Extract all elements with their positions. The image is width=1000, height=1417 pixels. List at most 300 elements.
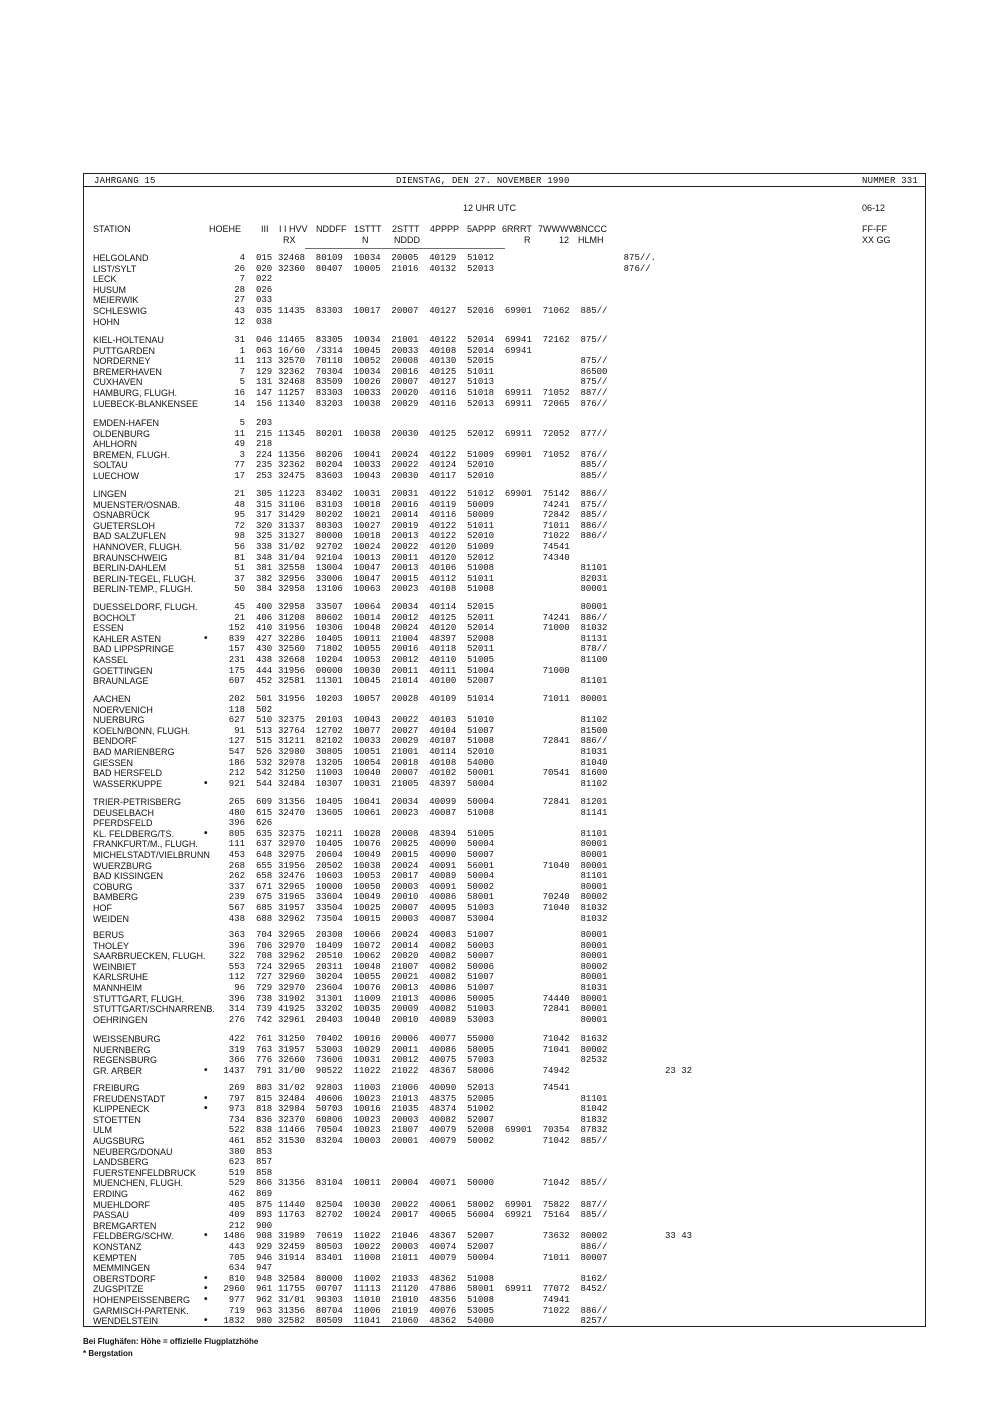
station-elevation: 4 <box>239 253 245 263</box>
synop-groups: 31356 83104 10011 20004 40071 50000 71042 885// <box>278 1178 608 1188</box>
station-elevation: 810 <box>228 1274 245 1284</box>
synop-groups: 32375 10211 10028 20008 48394 51005 81101 <box>278 829 608 839</box>
station-name: KOELN/BONN, FLUGH. <box>93 726 191 736</box>
synop-groups: 31106 83103 10018 20016 40119 50009 74241 875// <box>278 500 608 510</box>
station-id: 253 <box>256 471 273 481</box>
synop-groups: 32962 73504 10015 20003 40087 53004 81032 <box>278 914 608 924</box>
station-elevation: 522 <box>228 1125 245 1135</box>
station-id: 501 <box>256 694 273 704</box>
station-id: 875 <box>256 1200 273 1210</box>
synop-groups: 31/00 90522 11022 21022 48367 58006 74942 <box>278 1066 570 1076</box>
station-name: LINGEN <box>93 489 127 499</box>
station-elevation: 56 <box>234 542 245 552</box>
station-name: MUEHLDORF <box>93 1200 151 1210</box>
station-id: 658 <box>256 871 273 881</box>
station-elevation: 17 <box>234 471 245 481</box>
station-elevation: 21 <box>234 489 245 499</box>
station-name: HELGOLAND <box>93 253 149 263</box>
synop-groups: 11257 83303 10033 20020 40116 51018 69911 71052 887// <box>278 388 608 398</box>
synop-groups: 32468 80109 10034 20005 40129 51012 875//. <box>278 253 657 263</box>
synop-groups: 31250 70402 10016 20006 40077 55000 71042 81632 <box>278 1034 608 1044</box>
station-elevation: 21 <box>234 613 245 623</box>
station-name: MUENCHEN, FLUGH. <box>93 1178 184 1188</box>
station-name: WUERZBURG <box>93 861 152 871</box>
synop-groups: 31956 20502 10038 20024 40091 56001 71040 80001 <box>278 861 608 871</box>
station-name: FELDBERG/SCHW. <box>93 1231 174 1241</box>
station-name: KEMPTEN <box>93 1253 137 1263</box>
col-6rrrt-sub: R <box>524 235 531 245</box>
station-elevation: 480 <box>228 808 245 818</box>
station-elevation: 96 <box>234 983 245 993</box>
station-id: 033 <box>256 295 273 305</box>
station-id: 962 <box>256 1295 273 1305</box>
station-id: 857 <box>256 1157 273 1167</box>
station-id: 675 <box>256 892 273 902</box>
col-4pppp: 4PPPP <box>430 224 460 234</box>
station-id: 348 <box>256 553 273 563</box>
station-name: BREMERHAVEN <box>93 367 162 377</box>
footnote-airport: Bei Flughäfen: Höhe = offizielle Flugplatzhöhe <box>83 1337 259 1346</box>
station-name: BREMGARTEN <box>93 1221 157 1231</box>
station-elevation: 921 <box>228 779 245 789</box>
station-id: 708 <box>256 951 273 961</box>
station-id: 963 <box>256 1306 273 1316</box>
station-name: BERLIN-DAHLEM <box>93 563 167 573</box>
station-name: BAD LIPPSPRINGE <box>93 644 175 654</box>
station-elevation: 443 <box>228 1242 245 1252</box>
mountain-station-marker: • <box>204 1315 208 1326</box>
station-elevation: 72 <box>234 521 245 531</box>
synop-groups: 11755 00707 11113 21120 47886 58001 69911 77072 8452/ <box>278 1284 608 1294</box>
synop-groups: 11356 80206 10041 20024 40122 51009 69901 71052 876// <box>278 450 608 460</box>
station-name: BAD KISSINGEN <box>93 871 164 881</box>
synop-groups: 31327 80000 10018 20013 40122 52010 71022 886// <box>278 531 608 541</box>
synop-groups: 31/04 92104 10013 20011 40120 52012 74340 <box>278 553 570 563</box>
station-name: CUXHAVEN <box>93 377 143 387</box>
station-name: COBURG <box>93 882 133 892</box>
station-id: 836 <box>256 1115 273 1125</box>
station-name: OSNABRÜCK <box>93 510 151 520</box>
station-id: 430 <box>256 644 273 654</box>
station-name: ERDING <box>93 1189 129 1199</box>
station-elevation: 1832 <box>223 1316 245 1326</box>
station-name: STOETTEN <box>93 1115 141 1125</box>
station-id: 869 <box>256 1189 273 1199</box>
station-elevation: 977 <box>228 1295 245 1305</box>
synop-groups: 31356 80704 11006 21019 40076 53005 71022 886// <box>278 1306 608 1316</box>
station-elevation: 363 <box>228 930 245 940</box>
synop-groups: 32668 10204 10053 20012 40110 51005 81100 <box>278 655 608 665</box>
station-id: 706 <box>256 941 273 951</box>
station-elevation: 118 <box>228 705 245 715</box>
station-name: BRAUNLAGE <box>93 676 149 686</box>
station-name: NUERNBERG <box>93 1045 151 1055</box>
station-id: 929 <box>256 1242 273 1252</box>
synop-groups: 32560 71802 10055 20016 40118 52011 878// <box>278 644 608 654</box>
col-ffff: FF-FF <box>862 224 887 234</box>
synop-groups: 32965 20308 10066 20024 40083 51007 80001 <box>278 930 608 940</box>
station-elevation: 409 <box>228 1210 245 1220</box>
station-name: DEUSELBACH <box>93 808 155 818</box>
synop-groups: 11223 83402 10031 20031 40122 51012 69901 75142 886// <box>278 489 608 499</box>
mountain-station-marker: • <box>204 1294 208 1305</box>
synop-groups: 31/02 92702 10024 20022 40120 51009 74541 <box>278 542 570 552</box>
station-name: LANDSBERG <box>93 1157 149 1167</box>
station-name: ULM <box>93 1125 113 1135</box>
station-id: 838 <box>256 1125 273 1135</box>
station-elevation: 212 <box>228 1221 245 1231</box>
station-elevation: 127 <box>228 736 245 746</box>
station-name: NORDERNEY <box>93 356 151 366</box>
station-elevation: 396 <box>228 818 245 828</box>
station-id: 035 <box>256 306 273 316</box>
station-elevation: 91 <box>234 726 245 736</box>
station-id: 320 <box>256 521 273 531</box>
station-elevation: 319 <box>228 1045 245 1055</box>
station-name: ZUGSPITZE <box>93 1284 144 1294</box>
col-nddff: NDDFF <box>316 224 347 234</box>
station-id: 113 <box>256 356 273 366</box>
station-name: SCHLESWIG <box>93 306 148 316</box>
station-name: KAHLER ASTEN <box>93 634 162 644</box>
synop-groups: 32286 10405 10011 21004 48397 52008 81131 <box>278 634 608 644</box>
station-elevation: 152 <box>228 623 245 633</box>
station-name: ESSEN <box>93 623 124 633</box>
station-elevation: 634 <box>228 1263 245 1273</box>
station-id: 655 <box>256 861 273 871</box>
station-elevation: 212 <box>228 768 245 778</box>
station-elevation: 14 <box>234 399 245 409</box>
mountain-station-marker: • <box>204 828 208 839</box>
station-id: 637 <box>256 839 273 849</box>
station-name: WEISSENBURG <box>93 1034 161 1044</box>
mountain-station-marker: • <box>204 778 208 789</box>
station-elevation: 77 <box>234 460 245 470</box>
station-id: 724 <box>256 962 273 972</box>
station-id: 224 <box>256 450 273 460</box>
station-elevation: 11 <box>234 429 245 439</box>
synop-groups: 32476 10603 10053 20017 40089 50004 81101 <box>278 871 608 881</box>
station-id: 648 <box>256 850 273 860</box>
station-name: GOETTINGEN <box>93 666 153 676</box>
station-id: 815 <box>256 1094 273 1104</box>
station-elevation: 262 <box>228 871 245 881</box>
station-id: 515 <box>256 736 273 746</box>
station-elevation: 529 <box>228 1178 245 1188</box>
station-elevation: 7 <box>239 367 245 377</box>
station-id: 900 <box>256 1221 273 1231</box>
station-elevation: 805 <box>228 829 245 839</box>
station-id: 381 <box>256 563 273 573</box>
station-name: MICHELSTADT/VIELBRUNN <box>93 850 210 860</box>
synop-groups: 32470 13605 10061 20023 40087 51008 81141 <box>278 808 608 818</box>
station-id: 947 <box>256 1263 273 1273</box>
synop-groups: 32459 80503 10022 20003 40074 52007 886// <box>278 1242 608 1252</box>
pen-mark <box>305 248 505 249</box>
gust-value: 33 43 <box>665 1231 693 1241</box>
synop-groups: 31211 82102 10033 20029 40107 51008 72841 886// <box>278 736 608 746</box>
station-name: MANNHEIM <box>93 983 142 993</box>
station-name: WEIDEN <box>93 914 129 924</box>
synop-groups: 32962 20510 10062 20020 40082 50007 80001 <box>278 951 608 961</box>
synop-groups: 16/60 /3314 10045 20033 40108 52014 69941 <box>278 346 532 356</box>
station-elevation: 314 <box>228 1004 245 1014</box>
station-id: 046 <box>256 335 273 345</box>
station-elevation: 453 <box>228 850 245 860</box>
synop-groups: 32958 33507 10064 20034 40114 52015 80001 <box>278 602 608 612</box>
station-id: 727 <box>256 972 273 982</box>
synop-groups: 32965 20311 10048 21007 40082 50006 80002 <box>278 962 608 972</box>
synop-groups: 32958 13106 10063 20023 40108 51008 80001 <box>278 584 608 594</box>
mountain-station-marker: • <box>204 1103 208 1114</box>
station-name: FREUDENSTADT <box>93 1094 166 1104</box>
footnote-mountain: * Bergstation <box>83 1349 133 1358</box>
station-name: HOHN <box>93 317 120 327</box>
station-id: 626 <box>256 818 273 828</box>
synop-groups: 31914 83401 11008 21011 40079 50004 71011 80007 <box>278 1253 608 1263</box>
station-id: 858 <box>256 1168 273 1178</box>
col-2sttt-sub: NDDD <box>394 235 420 245</box>
station-id: 129 <box>256 367 273 377</box>
synop-groups: 32370 60806 10023 20003 40082 52007 81832 <box>278 1115 608 1125</box>
station-elevation: 337 <box>228 882 245 892</box>
station-elevation: 1486 <box>223 1231 245 1241</box>
synop-groups: 31250 11003 10040 20007 40102 50001 70541 81600 <box>278 768 608 778</box>
station-id: 338 <box>256 542 273 552</box>
synop-groups: 32975 20604 10049 20015 40090 50007 80001 <box>278 850 608 860</box>
synop-groups: 31956 10306 10048 20024 40120 52014 71000 81032 <box>278 623 608 633</box>
station-id: 763 <box>256 1045 273 1055</box>
station-id: 438 <box>256 655 273 665</box>
station-elevation: 3 <box>239 450 245 460</box>
synop-groups: 31356 10405 10041 20034 40099 50004 72841 81201 <box>278 797 608 807</box>
synop-groups: 32468 83509 10026 20007 40127 51013 875// <box>278 377 608 387</box>
station-name: PUTTGARDEN <box>93 346 156 356</box>
col-1sttt: 1STTT <box>354 224 382 234</box>
station-id: 908 <box>256 1231 273 1241</box>
station-id: 688 <box>256 914 273 924</box>
station-name: HANNOVER, FLUGH. <box>93 542 183 552</box>
station-elevation: 547 <box>228 747 245 757</box>
station-name: HUSUM <box>93 285 126 295</box>
station-name: GIESSEN <box>93 758 134 768</box>
station-id: 444 <box>256 666 273 676</box>
synop-groups: 11465 83305 10034 21001 40122 52014 69941 72162 875// <box>278 335 608 345</box>
station-elevation: 98 <box>234 531 245 541</box>
mountain-station-marker: • <box>204 1283 208 1294</box>
synop-groups: 31902 31301 11009 21013 40086 50005 74440 80001 <box>278 994 608 1004</box>
station-elevation: 1437 <box>223 1066 245 1076</box>
station-elevation: 11 <box>234 356 245 366</box>
station-elevation: 734 <box>228 1115 245 1125</box>
station-name: BAD MARIENBERG <box>93 747 175 757</box>
station-elevation: 231 <box>228 655 245 665</box>
station-id: 818 <box>256 1104 273 1114</box>
station-name: KARLSRUHE <box>93 972 149 982</box>
station-id: 609 <box>256 797 273 807</box>
station-elevation: 45 <box>234 602 245 612</box>
col-8nccc: 8NCCC <box>576 224 608 234</box>
station-elevation: 51 <box>234 563 245 573</box>
synop-groups: 32980 30805 10051 21001 40114 52010 81031 <box>278 747 608 757</box>
station-elevation: 50 <box>234 584 245 594</box>
synop-groups: 32584 80000 11002 21033 48362 51008 8162/ <box>278 1274 608 1284</box>
station-elevation: 202 <box>228 694 245 704</box>
mountain-station-marker: • <box>204 1093 208 1104</box>
synop-groups: 31956 00000 10030 20011 40111 51004 71000 <box>278 666 570 676</box>
station-name: GUETERSLOH <box>93 521 156 531</box>
station-name: BERLIN-TEGEL, FLUGH. <box>93 574 197 584</box>
station-id: 803 <box>256 1083 273 1093</box>
station-name: GR. ARBER <box>93 1066 143 1076</box>
station-elevation: 396 <box>228 994 245 1004</box>
station-elevation: 16 <box>234 388 245 398</box>
station-name: KASSEL <box>93 655 129 665</box>
station-elevation: 322 <box>228 951 245 961</box>
station-elevation: 239 <box>228 892 245 902</box>
station-id: 502 <box>256 705 273 715</box>
station-id: 635 <box>256 829 273 839</box>
station-elevation: 268 <box>228 861 245 871</box>
station-elevation: 519 <box>228 1168 245 1178</box>
synop-groups: 32362 70304 10034 20016 40125 51011 86500 <box>278 367 608 377</box>
station-elevation: 26 <box>234 264 245 274</box>
station-id: 948 <box>256 1274 273 1284</box>
station-elevation: 366 <box>228 1055 245 1065</box>
station-elevation: 265 <box>228 797 245 807</box>
station-name: BENDORF <box>93 736 138 746</box>
synop-groups: 31208 80602 10014 20012 40125 52011 74241 886// <box>278 613 608 623</box>
station-name: OLDENBURG <box>93 429 151 439</box>
synop-groups: 31957 53003 10029 20011 40086 58005 71041 80002 <box>278 1045 608 1055</box>
station-name: STUTTGART/SCHNARRENB. <box>93 1004 215 1014</box>
station-name: TRIER-PETRISBERG <box>93 797 182 807</box>
station-elevation: 5 <box>239 377 245 387</box>
station-id: 853 <box>256 1147 273 1157</box>
col-8nccc-sub: HLMH <box>578 235 604 245</box>
station-elevation: 175 <box>228 666 245 676</box>
station-name: MUENSTER/OSNAB. <box>93 500 181 510</box>
station-id: 382 <box>256 574 273 584</box>
station-id: 406 <box>256 613 273 623</box>
mountain-station-marker: • <box>204 1273 208 1284</box>
time-range-label: 06-12 <box>862 203 886 213</box>
station-name: NOERVENICH <box>93 705 153 715</box>
station-id: 427 <box>256 634 273 644</box>
station-name: WEINBIET <box>93 962 137 972</box>
col-1sttt-sub: N <box>362 235 369 245</box>
synop-groups: 31965 33604 10049 20010 40086 58001 70240 80002 <box>278 892 608 902</box>
station-elevation: 186 <box>228 758 245 768</box>
synop-groups: 11440 82504 10030 20022 40061 58002 69901 75822 887// <box>278 1200 608 1210</box>
synop-groups: 32970 23604 10076 20013 40086 51007 81031 <box>278 983 608 993</box>
synop-groups: 32764 12702 10077 20027 40104 51007 81500 <box>278 726 608 736</box>
station-name: HAMBURG, FLUGH. <box>93 388 178 398</box>
station-elevation: 81 <box>234 553 245 563</box>
station-name: KONSTANZ <box>93 1242 142 1252</box>
mountain-station-marker: • <box>204 1065 208 1076</box>
station-elevation: 95 <box>234 510 245 520</box>
synop-groups: 31337 80303 10027 20019 40122 51011 71011 886// <box>278 521 608 531</box>
volume-label: JAHRGANG 15 <box>94 176 156 186</box>
station-id: 235 <box>256 460 273 470</box>
station-name: BAMBERG <box>93 892 139 902</box>
station-id: 980 <box>256 1316 273 1326</box>
synop-groups: 32961 20403 10040 20010 40089 53003 80001 <box>278 1015 608 1025</box>
station-name: REGENSBURG <box>93 1055 158 1065</box>
synop-groups: 11345 80201 10038 20030 40125 52012 69911 72052 877// <box>278 429 608 439</box>
mountain-station-marker: • <box>204 633 208 644</box>
station-name: BAD SALZUFLEN <box>93 531 167 541</box>
station-elevation: 49 <box>234 439 245 449</box>
station-id: 384 <box>256 584 273 594</box>
station-elevation: 2960 <box>223 1284 245 1294</box>
synop-groups: 31530 83204 10003 20001 40079 50002 71042 885// <box>278 1136 608 1146</box>
station-name: KLIPPENECK <box>93 1104 150 1114</box>
col-iii: III <box>261 224 269 234</box>
station-elevation: 276 <box>228 1015 245 1025</box>
station-id: 156 <box>256 399 273 409</box>
station-name: BOCHOLT <box>93 613 136 623</box>
col-6rrrt: 6RRRT <box>502 224 532 234</box>
station-elevation: 37 <box>234 574 245 584</box>
station-name: EMDEN-HAFEN <box>93 418 160 428</box>
col-2sttt: 2STTT <box>392 224 420 234</box>
station-elevation: 623 <box>228 1157 245 1167</box>
station-elevation: 438 <box>228 914 245 924</box>
synop-groups: 32978 13205 10054 20018 40108 54000 81040 <box>278 758 608 768</box>
station-elevation: 567 <box>228 903 245 913</box>
station-id: 961 <box>256 1284 273 1294</box>
synop-groups: 32960 30204 10055 20021 40082 51007 80001 <box>278 972 608 982</box>
station-name: FUERSTENFELDBRUCK <box>93 1168 197 1178</box>
station-elevation: 422 <box>228 1034 245 1044</box>
station-id: 852 <box>256 1136 273 1146</box>
station-id: 685 <box>256 903 273 913</box>
issue-number: NUMMER 331 <box>862 176 919 186</box>
synop-groups: 32375 20103 10043 20022 40103 51010 81102 <box>278 715 608 725</box>
station-id: 325 <box>256 531 273 541</box>
date-label: DIENSTAG, DEN 27. NOVEMBER 1990 <box>396 176 570 186</box>
synop-groups: 41925 33202 10035 20009 40082 51003 72841 80001 <box>278 1004 608 1014</box>
station-name: BREMEN, FLUGH. <box>93 450 170 460</box>
synop-groups: 32970 10409 10072 20014 40082 50003 80001 <box>278 941 608 951</box>
station-id: 513 <box>256 726 273 736</box>
station-name: FRANKFURT/M., FLUGH. <box>93 839 198 849</box>
synop-groups: 32360 80407 10005 21016 40132 52013 876// <box>278 264 651 274</box>
station-id: 866 <box>256 1178 273 1188</box>
col-ihvv: I I HVV <box>279 224 308 234</box>
station-elevation: 797 <box>228 1094 245 1104</box>
synop-groups: 31/01 90303 11010 21010 48356 51008 74941 <box>278 1295 570 1305</box>
synop-groups: 11435 83303 10017 20007 40127 52016 69901 71062 885// <box>278 306 608 316</box>
station-name: LUECHOW <box>93 471 140 481</box>
station-name: MEIERWIK <box>93 295 139 305</box>
synop-groups: 32475 83603 10043 20030 40117 52010 885// <box>278 471 608 481</box>
station-elevation: 719 <box>228 1306 245 1316</box>
col-5appp: 5APPP <box>467 224 497 234</box>
station-id: 532 <box>256 758 273 768</box>
station-id: 738 <box>256 994 273 1004</box>
station-name: LIST/SYLT <box>93 264 137 274</box>
station-name: WASSERKUPPE <box>93 779 163 789</box>
station-elevation: 5 <box>239 418 245 428</box>
station-name: GARMISCH-PARTENK. <box>93 1306 189 1316</box>
station-elevation: 396 <box>228 941 245 951</box>
station-elevation: 607 <box>228 676 245 686</box>
synop-groups: 11340 83203 10038 20029 40116 52013 69911 72065 876// <box>278 399 608 409</box>
station-name: WENDELSTEIN <box>93 1316 159 1326</box>
